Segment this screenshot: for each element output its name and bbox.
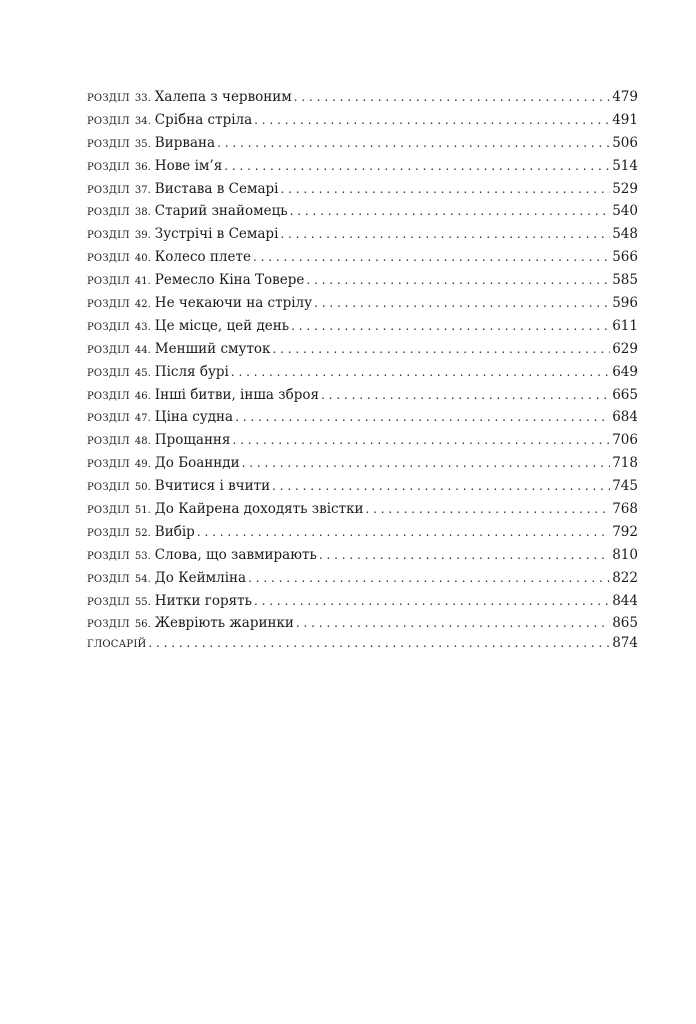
chapter-title: Жевріють жаринки xyxy=(154,615,294,632)
toc-entry[interactable] xyxy=(87,452,638,475)
chapter-label: РОЗДІЛ xyxy=(87,505,130,517)
dot-leader xyxy=(366,502,611,516)
toc-entry[interactable] xyxy=(87,361,638,384)
chapter-title: Слова, що завмирають xyxy=(154,546,317,563)
chapter-number: 39. xyxy=(134,230,151,242)
chapter-label: РОЗДІЛ xyxy=(87,482,130,494)
chapter-title: Це місце, цей день xyxy=(154,317,290,334)
dot-leader xyxy=(296,616,610,630)
chapter-label: РОЗДІЛ xyxy=(87,115,130,127)
dot-leader xyxy=(321,388,610,402)
page-number: 514 xyxy=(612,157,638,174)
chapter-title: Ціна судна xyxy=(154,409,234,426)
chapter-number: 55. xyxy=(134,596,151,608)
page-number: 596 xyxy=(612,295,638,312)
toc-entry[interactable] xyxy=(87,498,638,521)
chapter-label: РОЗДІЛ xyxy=(87,573,130,585)
chapter-number: 44. xyxy=(134,344,151,356)
page-number: 479 xyxy=(612,89,638,105)
toc-entry[interactable] xyxy=(87,475,638,498)
chapter-title: Срібна стріла xyxy=(154,111,253,128)
dot-leader xyxy=(280,227,610,241)
page-number: 684 xyxy=(612,409,638,426)
page-number: 865 xyxy=(612,615,638,632)
toc-entry[interactable] xyxy=(87,200,638,223)
dot-leader xyxy=(242,456,611,470)
chapter-title: До Кайрена доходять звістки xyxy=(154,501,364,518)
chapter-title: Інші битви, інша зброя xyxy=(154,386,320,403)
chapter-label: РОЗДІЛ xyxy=(87,527,130,539)
chapter-number: 56. xyxy=(134,619,151,631)
chapter-title: Старий знайомець xyxy=(154,203,288,220)
toc-entry[interactable] xyxy=(87,86,638,109)
toc-entry[interactable] xyxy=(87,223,638,246)
chapter-number: 36. xyxy=(134,161,151,173)
page-number: 506 xyxy=(612,134,638,151)
chapter-label: РОЗДІЛ xyxy=(87,299,130,311)
page-number: 491 xyxy=(612,111,638,128)
chapter-label: РОЗДІЛ xyxy=(87,93,130,104)
dot-leader xyxy=(291,319,610,333)
dot-leader xyxy=(231,365,610,379)
page-number: 874 xyxy=(612,635,638,652)
dot-leader xyxy=(254,594,610,608)
chapter-label: РОЗДІЛ xyxy=(87,619,130,631)
chapter-title: Не чекаючи на стрілу xyxy=(154,295,313,312)
dot-leader xyxy=(294,90,610,104)
chapter-number: 42. xyxy=(134,299,151,311)
toc-entry[interactable] xyxy=(87,155,638,178)
chapter-title: Нитки горять xyxy=(154,592,252,609)
toc-entry[interactable] xyxy=(87,132,638,155)
toc-entry[interactable] xyxy=(87,178,638,201)
page-number: 706 xyxy=(612,432,638,449)
dot-leader xyxy=(254,113,610,127)
dot-leader xyxy=(197,525,610,539)
chapter-number: 37. xyxy=(134,184,151,196)
chapter-label: ГЛОСАРІЙ xyxy=(87,639,147,651)
chapter-label: РОЗДІЛ xyxy=(87,436,130,448)
dot-leader xyxy=(280,182,610,196)
chapter-title: Прощання xyxy=(154,432,231,449)
dot-leader xyxy=(306,273,610,287)
page-number: 548 xyxy=(612,226,638,243)
chapter-number: 43. xyxy=(134,321,151,333)
chapter-number: 48. xyxy=(134,436,151,448)
chapter-number: 40. xyxy=(134,253,151,265)
chapter-title: Вибір xyxy=(154,523,195,540)
chapter-number: 51. xyxy=(134,505,151,517)
page-number: 665 xyxy=(612,386,638,403)
chapter-label: РОЗДІЛ xyxy=(87,459,130,471)
chapter-label: РОЗДІЛ xyxy=(87,413,130,425)
dot-leader xyxy=(319,548,610,562)
chapter-number: 46. xyxy=(134,390,151,402)
table-of-contents xyxy=(87,86,638,658)
chapter-title: Вистава в Семарі xyxy=(154,180,279,197)
page-number: 718 xyxy=(612,455,638,472)
toc-entry[interactable] xyxy=(87,292,638,315)
chapter-number: 52. xyxy=(134,527,151,539)
chapter-label: РОЗДІЛ xyxy=(87,138,130,150)
chapter-number: 45. xyxy=(134,367,151,379)
chapter-title: Колесо плете xyxy=(154,249,251,266)
chapter-number: 35. xyxy=(134,138,151,150)
toc-entry[interactable] xyxy=(87,590,638,613)
page-number: 629 xyxy=(612,340,638,357)
toc-entry[interactable] xyxy=(87,246,638,269)
dot-leader xyxy=(253,250,610,264)
page-number: 585 xyxy=(612,272,638,289)
page-number: 566 xyxy=(612,249,638,266)
page-number: 611 xyxy=(612,317,638,334)
chapter-title: Зустрічі в Семарі xyxy=(154,226,279,243)
dot-leader xyxy=(217,136,610,150)
chapter-label: РОЗДІЛ xyxy=(87,253,130,265)
chapter-label: РОЗДІЛ xyxy=(87,184,130,196)
chapter-label: РОЗДІЛ xyxy=(87,321,130,333)
chapter-title: Вчитися і вчити xyxy=(154,478,271,495)
chapter-title: Халепа з червоним xyxy=(154,89,292,105)
toc-entry[interactable] xyxy=(87,429,638,452)
toc-entry[interactable] xyxy=(87,315,638,338)
chapter-label: РОЗДІЛ xyxy=(87,390,130,402)
dot-leader xyxy=(248,571,610,585)
chapter-number: 54. xyxy=(134,573,151,585)
page-number: 822 xyxy=(612,569,638,586)
dot-leader xyxy=(314,296,610,310)
toc-entry[interactable] xyxy=(87,269,638,292)
chapter-title: Нове ім’я xyxy=(154,157,223,174)
chapter-number: 33. xyxy=(134,93,151,104)
chapter-label: РОЗДІЛ xyxy=(87,596,130,608)
page-number: 540 xyxy=(612,203,638,220)
dot-leader xyxy=(232,433,610,447)
chapter-label: РОЗДІЛ xyxy=(87,344,130,356)
toc-entry[interactable] xyxy=(87,109,638,132)
page-number: 649 xyxy=(612,363,638,380)
toc-entry[interactable] xyxy=(87,338,638,361)
chapter-number: 41. xyxy=(134,276,151,288)
toc-entry[interactable] xyxy=(87,544,638,567)
toc-entry[interactable] xyxy=(87,384,638,407)
chapter-title: До Боаннди xyxy=(154,455,240,472)
chapter-number: 38. xyxy=(134,207,151,219)
chapter-title: Ремесло Кіна Товере xyxy=(154,272,305,289)
chapter-label: РОЗДІЛ xyxy=(87,230,130,242)
page-number: 768 xyxy=(612,501,638,518)
dot-leader xyxy=(224,159,610,173)
chapter-number: 53. xyxy=(134,550,151,562)
dot-leader xyxy=(290,204,611,218)
chapter-number: 50. xyxy=(134,482,151,494)
chapter-label: РОЗДІЛ xyxy=(87,276,130,288)
chapter-label: РОЗДІЛ xyxy=(87,207,130,219)
dot-leader xyxy=(235,410,610,424)
chapter-title: До Кеймліна xyxy=(154,569,247,586)
toc-entry[interactable] xyxy=(87,635,638,658)
toc-entry[interactable] xyxy=(87,567,638,590)
page-number: 529 xyxy=(612,180,638,197)
toc-entry[interactable] xyxy=(87,521,638,544)
chapter-number: 47. xyxy=(134,413,151,425)
chapter-label: РОЗДІЛ xyxy=(87,367,130,379)
chapter-label: РОЗДІЛ xyxy=(87,550,130,562)
dot-leader xyxy=(272,479,610,493)
chapter-title: Після бурі xyxy=(154,363,229,380)
page-number: 745 xyxy=(612,478,638,495)
chapter-number: 34. xyxy=(134,115,151,127)
chapter-label: РОЗДІЛ xyxy=(87,161,130,173)
chapter-title: Вирвана xyxy=(154,134,216,151)
page-number: 792 xyxy=(612,523,638,540)
dot-leader xyxy=(272,342,610,356)
toc-entry[interactable] xyxy=(87,612,638,635)
page-number: 810 xyxy=(612,546,638,563)
dot-leader xyxy=(148,636,610,650)
toc-entry[interactable] xyxy=(87,406,638,429)
chapter-number: 49. xyxy=(134,459,151,471)
page-number: 844 xyxy=(612,592,638,609)
chapter-title: Менший смуток xyxy=(154,340,271,357)
